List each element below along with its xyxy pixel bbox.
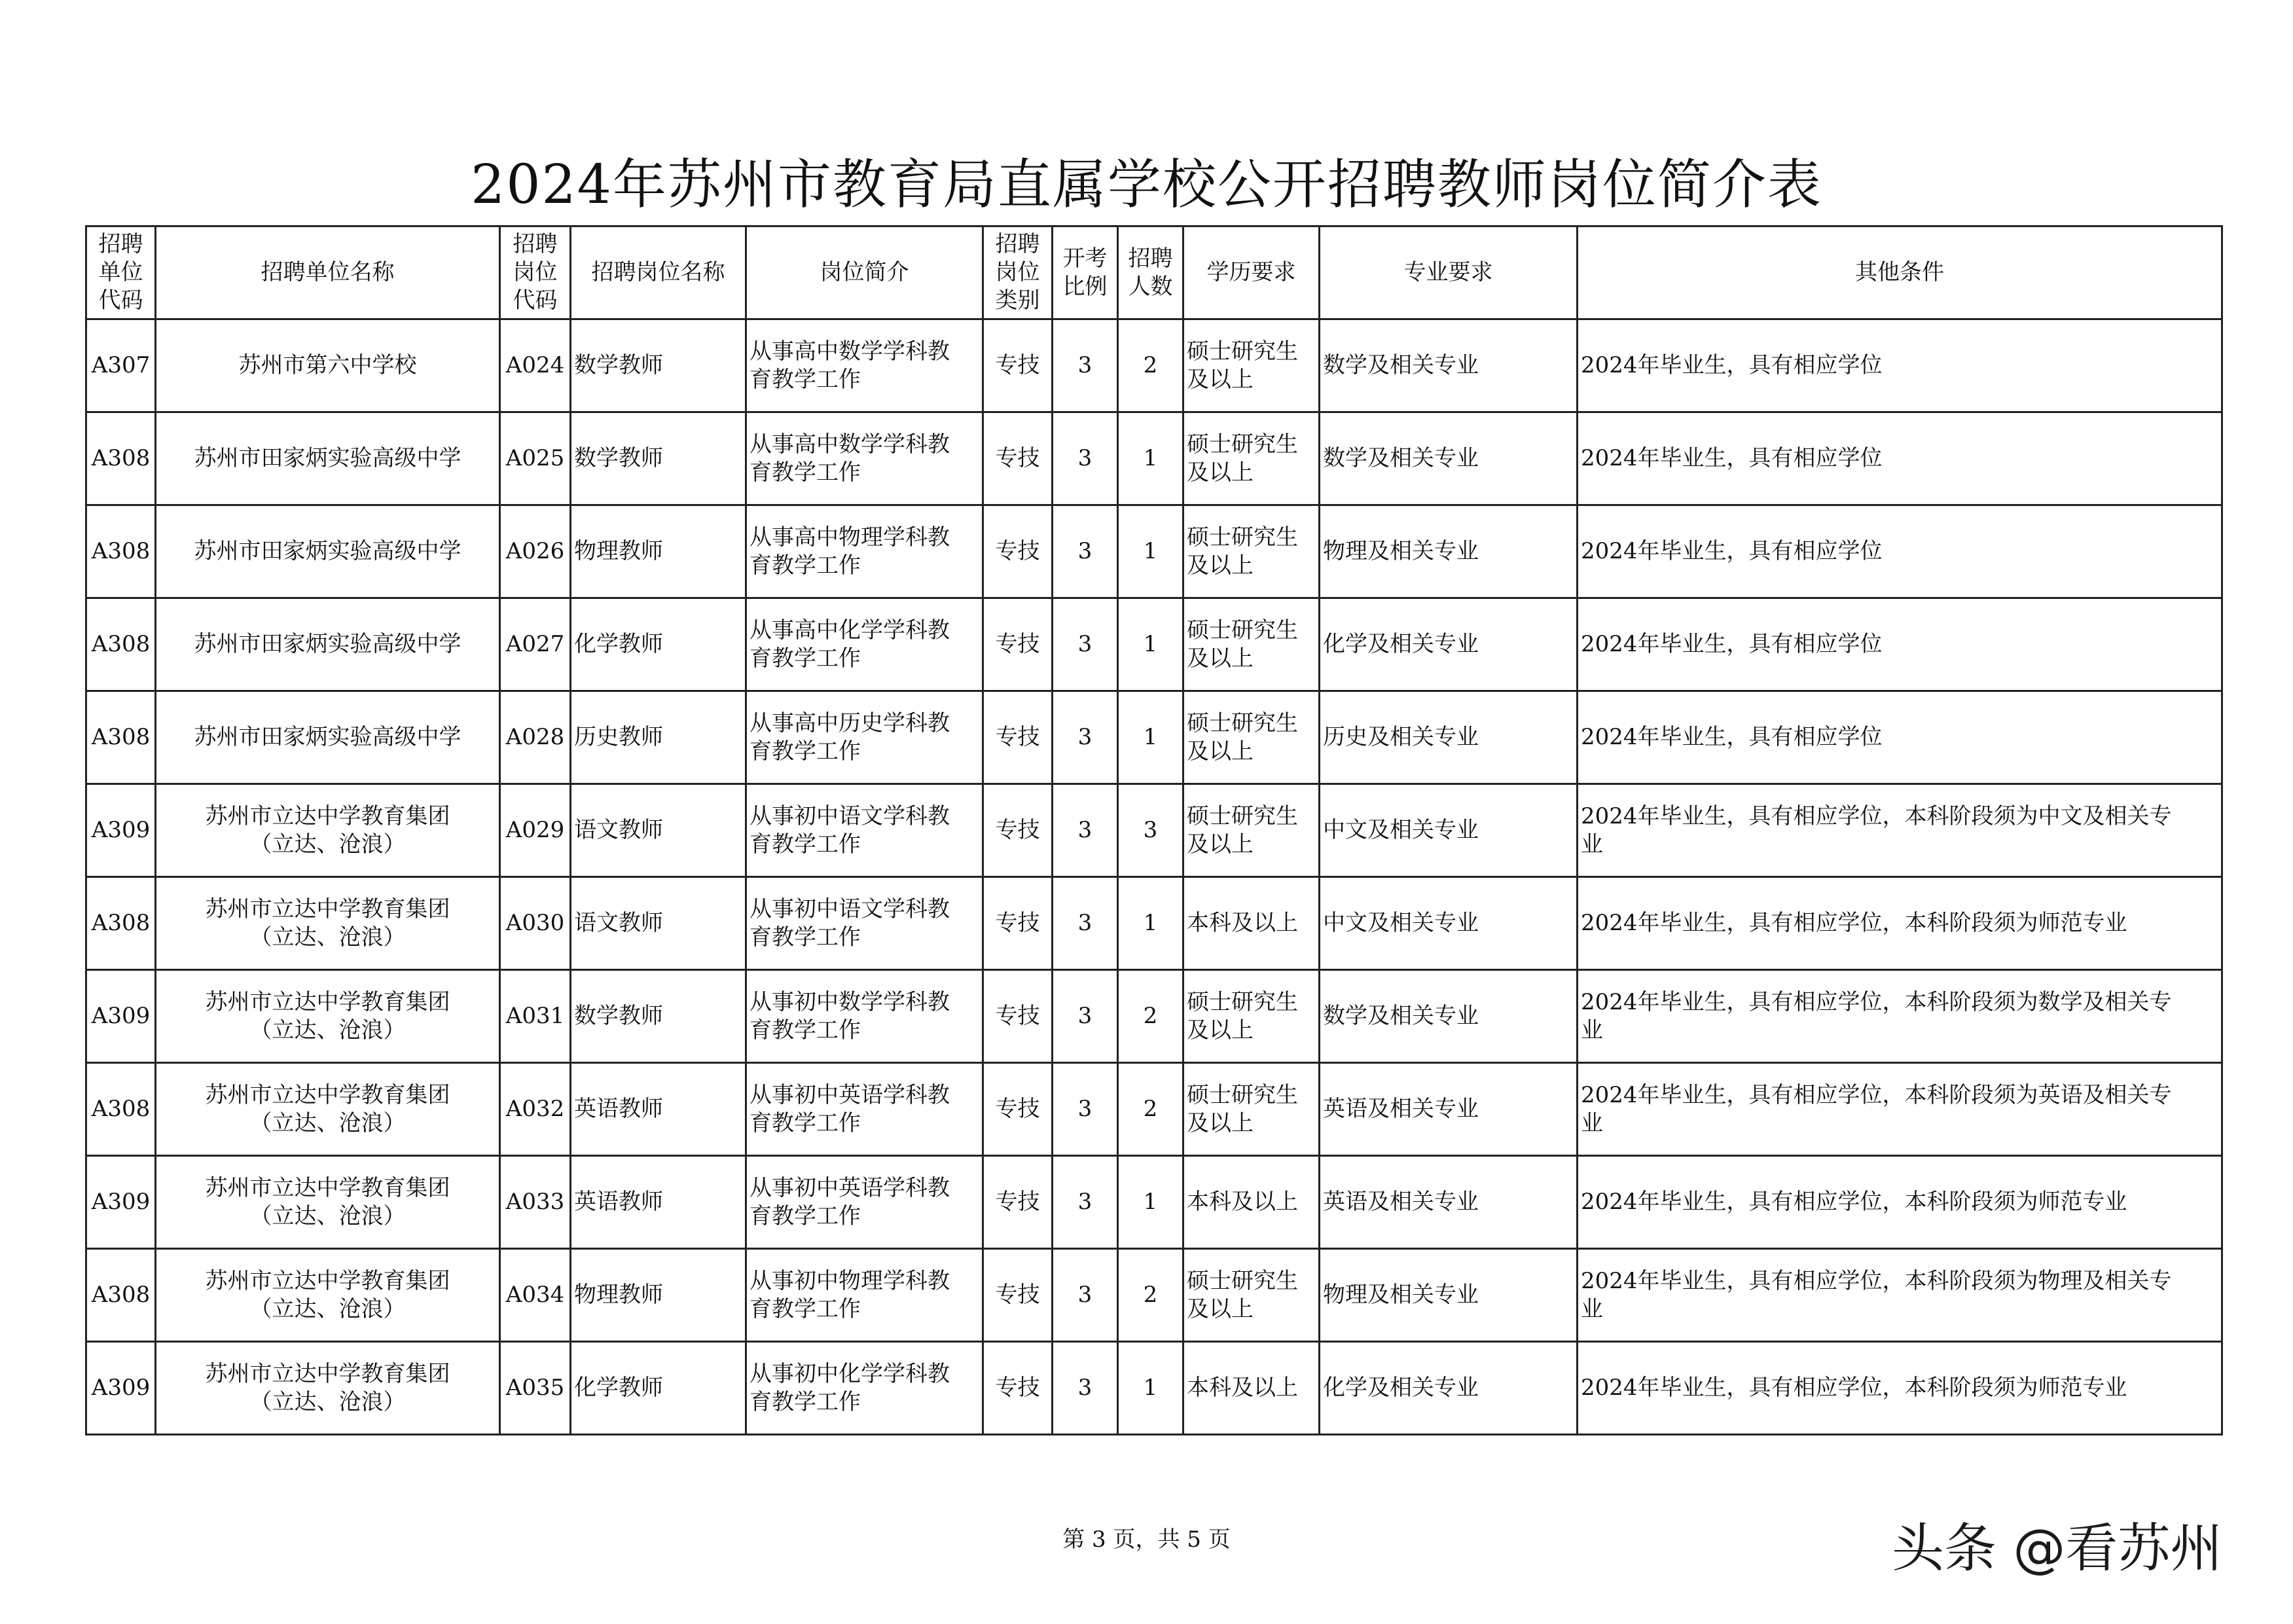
cell-category: 专技 <box>983 1249 1053 1342</box>
cell-category: 专技 <box>983 1156 1053 1249</box>
column-header: 开考 比例 <box>1053 226 1118 319</box>
cell-education: 本科及以上 <box>1183 877 1320 970</box>
column-header: 学历要求 <box>1183 226 1320 319</box>
cell-education: 硕士研究生 及以上 <box>1183 1063 1320 1156</box>
cell-ratio: 3 <box>1053 1063 1118 1156</box>
cell-unit-code: A309 <box>86 1342 156 1435</box>
cell-unit-code: A308 <box>86 691 156 784</box>
cell-other: 2024年毕业生，具有相应学位 <box>1578 598 2222 691</box>
cell-count: 1 <box>1118 598 1183 691</box>
cell-post-name: 英语教师 <box>571 1063 746 1156</box>
cell-unit-name: 苏州市田家炳实验高级中学 <box>156 598 500 691</box>
cell-post-code: A033 <box>500 1156 571 1249</box>
cell-desc: 从事初中物理学科教 育教学工作 <box>746 1249 983 1342</box>
cell-ratio: 3 <box>1053 877 1118 970</box>
cell-other: 2024年毕业生，具有相应学位，本科阶段须为物理及相关专 业 <box>1578 1249 2222 1342</box>
cell-desc: 从事高中数学学科教 育教学工作 <box>746 319 983 412</box>
cell-major: 数学及相关专业 <box>1320 970 1578 1063</box>
cell-major: 中文及相关专业 <box>1320 877 1578 970</box>
column-header: 招聘 单位 代码 <box>86 226 156 319</box>
cell-post-name: 语文教师 <box>571 877 746 970</box>
cell-post-code: A028 <box>500 691 571 784</box>
cell-category: 专技 <box>983 970 1053 1063</box>
cell-post-name: 语文教师 <box>571 784 746 877</box>
cell-desc: 从事初中化学学科教 育教学工作 <box>746 1342 983 1435</box>
cell-post-code: A030 <box>500 877 571 970</box>
column-header: 招聘岗位名称 <box>571 226 746 319</box>
cell-other: 2024年毕业生，具有相应学位 <box>1578 505 2222 598</box>
cell-desc: 从事高中历史学科教 育教学工作 <box>746 691 983 784</box>
cell-desc: 从事初中英语学科教 育教学工作 <box>746 1156 983 1249</box>
cell-other: 2024年毕业生，具有相应学位，本科阶段须为师范专业 <box>1578 877 2222 970</box>
cell-unit-code: A309 <box>86 784 156 877</box>
cell-major: 英语及相关专业 <box>1320 1156 1578 1249</box>
cell-post-code: A025 <box>500 412 571 505</box>
cell-major: 数学及相关专业 <box>1320 319 1578 412</box>
cell-post-name: 化学教师 <box>571 598 746 691</box>
cell-unit-code: A308 <box>86 1063 156 1156</box>
cell-other: 2024年毕业生，具有相应学位，本科阶段须为英语及相关专 业 <box>1578 1063 2222 1156</box>
cell-post-code: A027 <box>500 598 571 691</box>
table-row <box>86 412 2222 505</box>
cell-other: 2024年毕业生，具有相应学位 <box>1578 319 2222 412</box>
cell-unit-name: 苏州市田家炳实验高级中学 <box>156 691 500 784</box>
table-row <box>86 319 2222 412</box>
cell-post-name: 物理教师 <box>571 1249 746 1342</box>
cell-unit-name: 苏州市立达中学教育集团 （立达、沧浪） <box>156 970 500 1063</box>
cell-other: 2024年毕业生，具有相应学位，本科阶段须为中文及相关专 业 <box>1578 784 2222 877</box>
cell-ratio: 3 <box>1053 1156 1118 1249</box>
cell-count: 1 <box>1118 1342 1183 1435</box>
watermark: 头条 @看苏州 <box>1892 1518 2223 1579</box>
cell-ratio: 3 <box>1053 784 1118 877</box>
cell-unit-code: A309 <box>86 1156 156 1249</box>
cell-count: 3 <box>1118 784 1183 877</box>
cell-category: 专技 <box>983 784 1053 877</box>
cell-major: 数学及相关专业 <box>1320 412 1578 505</box>
cell-unit-code: A307 <box>86 319 156 412</box>
column-header: 岗位简介 <box>746 226 983 319</box>
table-row <box>86 784 2222 877</box>
column-header: 招聘单位名称 <box>156 226 500 319</box>
cell-unit-name: 苏州市立达中学教育集团 （立达、沧浪） <box>156 877 500 970</box>
cell-post-code: A024 <box>500 319 571 412</box>
cell-unit-name: 苏州市立达中学教育集团 （立达、沧浪） <box>156 1342 500 1435</box>
cell-ratio: 3 <box>1053 691 1118 784</box>
cell-education: 硕士研究生 及以上 <box>1183 412 1320 505</box>
cell-education: 硕士研究生 及以上 <box>1183 505 1320 598</box>
cell-category: 专技 <box>983 691 1053 784</box>
cell-desc: 从事初中英语学科教 育教学工作 <box>746 1063 983 1156</box>
cell-post-code: A032 <box>500 1063 571 1156</box>
table-row <box>86 691 2222 784</box>
cell-major: 历史及相关专业 <box>1320 691 1578 784</box>
cell-desc: 从事高中物理学科教 育教学工作 <box>746 505 983 598</box>
cell-count: 1 <box>1118 691 1183 784</box>
cell-post-name: 历史教师 <box>571 691 746 784</box>
cell-count: 2 <box>1118 1063 1183 1156</box>
table-body <box>86 319 2222 1435</box>
cell-unit-code: A308 <box>86 505 156 598</box>
cell-post-code: A026 <box>500 505 571 598</box>
cell-education: 硕士研究生 及以上 <box>1183 784 1320 877</box>
column-header: 招聘 岗位 代码 <box>500 226 571 319</box>
cell-count: 2 <box>1118 1249 1183 1342</box>
cell-unit-name: 苏州市第六中学校 <box>156 319 500 412</box>
cell-major: 英语及相关专业 <box>1320 1063 1578 1156</box>
cell-post-code: A029 <box>500 784 571 877</box>
cell-education: 硕士研究生 及以上 <box>1183 1249 1320 1342</box>
cell-ratio: 3 <box>1053 412 1118 505</box>
cell-major: 中文及相关专业 <box>1320 784 1578 877</box>
cell-count: 1 <box>1118 1156 1183 1249</box>
cell-post-code: A035 <box>500 1342 571 1435</box>
cell-unit-code: A308 <box>86 1249 156 1342</box>
cell-ratio: 3 <box>1053 970 1118 1063</box>
table-header-row <box>86 226 2222 319</box>
cell-education: 硕士研究生 及以上 <box>1183 598 1320 691</box>
cell-ratio: 3 <box>1053 505 1118 598</box>
cell-category: 专技 <box>983 1063 1053 1156</box>
cell-desc: 从事高中数学学科教 育教学工作 <box>746 412 983 505</box>
cell-education: 硕士研究生 及以上 <box>1183 691 1320 784</box>
cell-category: 专技 <box>983 598 1053 691</box>
cell-post-name: 数学教师 <box>571 970 746 1063</box>
positions-table <box>85 225 2223 1435</box>
cell-major: 物理及相关专业 <box>1320 505 1578 598</box>
cell-other: 2024年毕业生，具有相应学位 <box>1578 691 2222 784</box>
cell-unit-name: 苏州市立达中学教育集团 （立达、沧浪） <box>156 1249 500 1342</box>
cell-unit-name: 苏州市立达中学教育集团 （立达、沧浪） <box>156 784 500 877</box>
table-row <box>86 598 2222 691</box>
cell-unit-code: A308 <box>86 412 156 505</box>
cell-education: 硕士研究生 及以上 <box>1183 319 1320 412</box>
cell-ratio: 3 <box>1053 319 1118 412</box>
cell-category: 专技 <box>983 1342 1053 1435</box>
cell-count: 2 <box>1118 319 1183 412</box>
cell-post-name: 数学教师 <box>571 412 746 505</box>
cell-ratio: 3 <box>1053 598 1118 691</box>
cell-count: 1 <box>1118 412 1183 505</box>
cell-post-code: A034 <box>500 1249 571 1342</box>
cell-major: 物理及相关专业 <box>1320 1249 1578 1342</box>
table-row <box>86 1156 2222 1249</box>
cell-unit-name: 苏州市立达中学教育集团 （立达、沧浪） <box>156 1156 500 1249</box>
cell-desc: 从事初中语文学科教 育教学工作 <box>746 877 983 970</box>
page-title: 2024年苏州市教育局直属学校公开招聘教师岗位简介表 <box>471 154 1822 216</box>
page-number: 第 3 页，共 5 页 <box>1062 1526 1231 1553</box>
table-row <box>86 877 2222 970</box>
cell-education: 本科及以上 <box>1183 1156 1320 1249</box>
cell-category: 专技 <box>983 505 1053 598</box>
cell-education: 硕士研究生 及以上 <box>1183 970 1320 1063</box>
cell-category: 专技 <box>983 412 1053 505</box>
column-header: 其他条件 <box>1578 226 2222 319</box>
column-header: 招聘 岗位 类别 <box>983 226 1053 319</box>
column-header: 招聘 人数 <box>1118 226 1183 319</box>
table-row <box>86 1342 2222 1435</box>
cell-post-name: 化学教师 <box>571 1342 746 1435</box>
cell-other: 2024年毕业生，具有相应学位，本科阶段须为师范专业 <box>1578 1342 2222 1435</box>
cell-unit-name: 苏州市田家炳实验高级中学 <box>156 505 500 598</box>
cell-education: 本科及以上 <box>1183 1342 1320 1435</box>
cell-category: 专技 <box>983 877 1053 970</box>
cell-unit-code: A308 <box>86 598 156 691</box>
cell-ratio: 3 <box>1053 1342 1118 1435</box>
table-row <box>86 970 2222 1063</box>
cell-desc: 从事高中化学学科教 育教学工作 <box>746 598 983 691</box>
cell-unit-name: 苏州市田家炳实验高级中学 <box>156 412 500 505</box>
cell-unit-name: 苏州市立达中学教育集团 （立达、沧浪） <box>156 1063 500 1156</box>
cell-desc: 从事初中语文学科教 育教学工作 <box>746 784 983 877</box>
cell-other: 2024年毕业生，具有相应学位，本科阶段须为数学及相关专 业 <box>1578 970 2222 1063</box>
table-row <box>86 505 2222 598</box>
column-header: 专业要求 <box>1320 226 1578 319</box>
cell-ratio: 3 <box>1053 1249 1118 1342</box>
cell-count: 2 <box>1118 970 1183 1063</box>
cell-unit-code: A308 <box>86 877 156 970</box>
cell-post-name: 英语教师 <box>571 1156 746 1249</box>
table-row <box>86 1249 2222 1342</box>
cell-unit-code: A309 <box>86 970 156 1063</box>
cell-post-name: 数学教师 <box>571 319 746 412</box>
cell-category: 专技 <box>983 319 1053 412</box>
table-row <box>86 1063 2222 1156</box>
cell-count: 1 <box>1118 505 1183 598</box>
cell-desc: 从事初中数学学科教 育教学工作 <box>746 970 983 1063</box>
cell-major: 化学及相关专业 <box>1320 1342 1578 1435</box>
cell-post-name: 物理教师 <box>571 505 746 598</box>
cell-major: 化学及相关专业 <box>1320 598 1578 691</box>
cell-count: 1 <box>1118 877 1183 970</box>
cell-other: 2024年毕业生，具有相应学位 <box>1578 412 2222 505</box>
cell-post-code: A031 <box>500 970 571 1063</box>
cell-other: 2024年毕业生，具有相应学位，本科阶段须为师范专业 <box>1578 1156 2222 1249</box>
